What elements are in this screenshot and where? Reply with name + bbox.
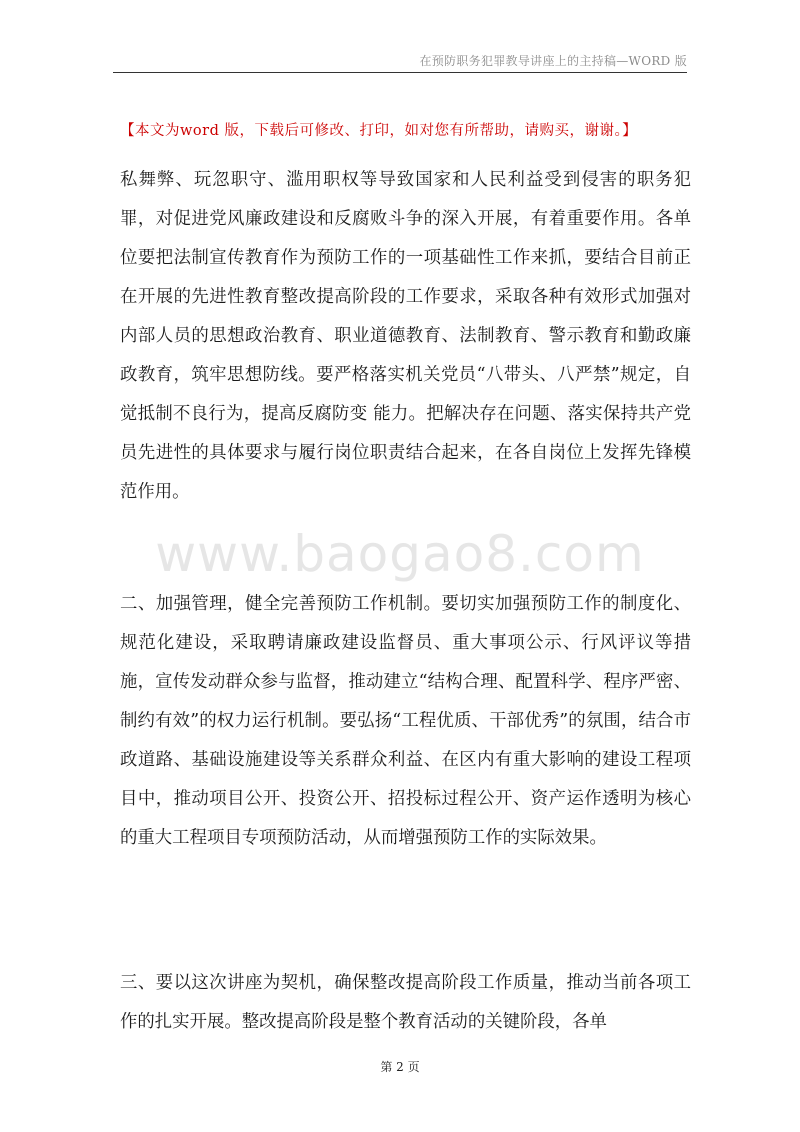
running-header: 在预防职务犯罪教导讲座上的主持稿—WORD 版 [419,54,687,68]
paragraph: 二、加强管理，健全完善预防工作机制。要切实加强预防工作的制度化、规范化建设，采取聘请廉政建设监督员、重大事项公示、行风评议等措施，宣传发动群众参与监督，推动建立“结构合理、配置科学、程序严密、制约有效”的权力运行机制。要弘扬“工程优质、干部优秀”的氛围，结合市政道路、基础设施建设等关系群众利益、在区内有重大影响的建设工程项目中，推动项目公开、投资公开、招投标过程公开、资产运作透明为核心的重大工程项目专项预防活动，从而增强预防工作的实际效果。 [120,594,691,848]
paragraph: 私舞弊、玩忽职守、滥用职权等导致国家和人民利益受到侵害的职务犯罪，对促进党风廉政建设和反腐败斗争的深入开展，有着重要作用。各单位要把法制宣传教育作为预防工作的一项基础性工作来抓，要结合目前正在开展的先进性教育整改提高阶段的工作要求，采取各种有效形式加强对内部人员的思想政治教育、职业道德教育、法制教育、警示教育和勤政廉政教育，筑牢思想防线。要严格落实机关党员“八带头、八严禁”规定，自觉抵制不良行为，提高反腐防变 能力。把解决存在问题、落实保持共产党员先进性的具体要求与履行岗位职责结合起来，在各自岗位上发挥先锋模范作用。 [120,170,691,502]
download-notice: 【本文为word 版，下载后可修改、打印，如对您有所帮助，请购买，谢谢。】 [120,123,638,139]
watermark: www.baogao8.com [155,525,645,583]
paragraph: 三、要以这次讲座为契机，确保整改提高阶段工作质量，推动当前各项工作的扎实开展。整改提高阶段是整个教育活动的关键阶段，各单 [120,973,691,1032]
page-number: 第 2 页 [380,1060,420,1074]
header-divider [113,72,687,73]
